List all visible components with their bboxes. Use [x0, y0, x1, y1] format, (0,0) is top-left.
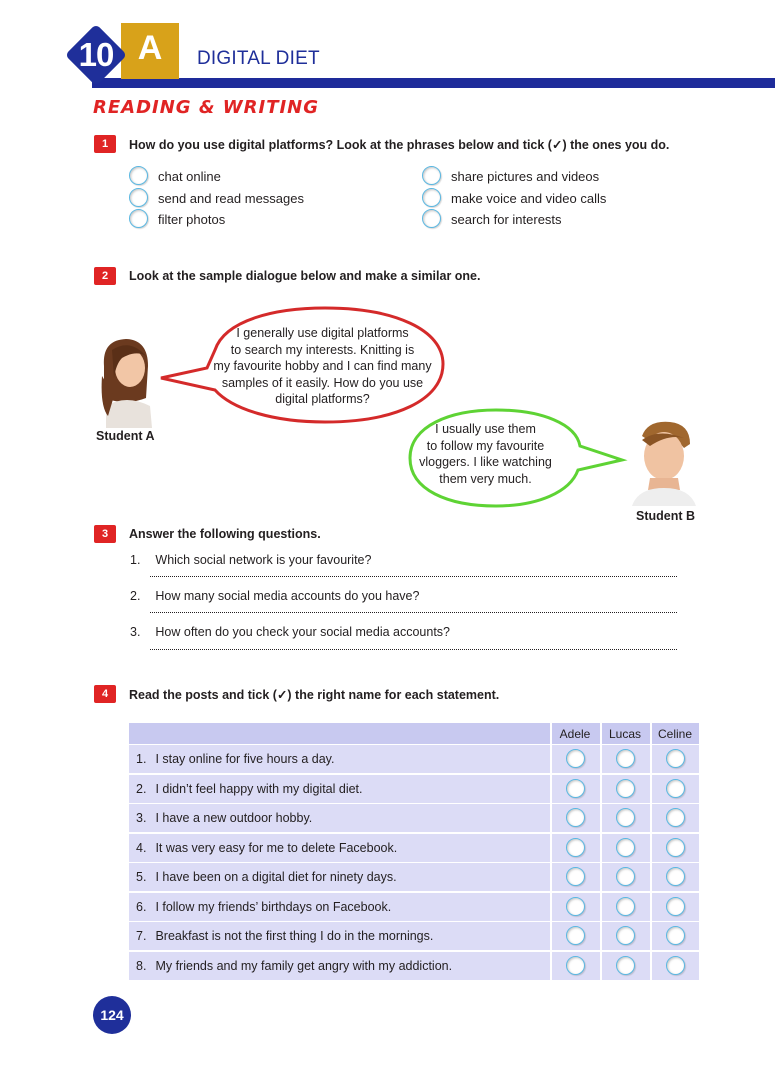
statement-label: I stay online for five hours a day.	[155, 752, 335, 766]
question-3	[130, 625, 450, 639]
statement-label: My friends and my family get angry with my addiction.	[155, 958, 453, 973]
statement-number: 7.	[136, 929, 147, 943]
tick-circle-share-pictures[interactable]	[422, 166, 441, 185]
column-header-lucas: Lucas	[608, 727, 642, 741]
tick-circle-lucas[interactable]	[616, 956, 635, 975]
table-row	[129, 775, 699, 803]
statement-text	[136, 782, 363, 796]
exercise-3-number: 3	[94, 525, 116, 543]
exercise-2-number: 2	[94, 267, 116, 285]
student-b-photo	[628, 418, 700, 506]
exercise-4-instruction: Read the posts and tick (✓) the right name for each statement.	[129, 688, 500, 702]
phrase-left-1: chat online	[158, 169, 221, 184]
tick-circle-adele[interactable]	[566, 749, 585, 768]
question-3-number: 3.	[130, 625, 141, 639]
column-divider	[650, 723, 652, 980]
tick-circle-adele[interactable]	[566, 779, 585, 798]
tick-circle-send-read-messages[interactable]	[129, 188, 148, 207]
tick-circle-celine[interactable]	[666, 956, 685, 975]
statement-number: 4.	[136, 840, 147, 855]
tick-circle-lucas[interactable]	[616, 808, 635, 827]
question-1-text: Which social network is your favourite?	[155, 553, 372, 567]
tick-circle-adele[interactable]	[566, 926, 585, 945]
exercise-1-instruction: How do you use digital platforms? Look at the phrases below and tick (✓) the ones you do.	[129, 138, 670, 152]
student-a-photo	[96, 336, 158, 428]
statement-text	[136, 870, 397, 884]
student-a-line-5: digital platforms?	[275, 392, 370, 406]
column-divider	[550, 723, 552, 980]
phrase-right-1: share pictures and videos	[451, 169, 600, 184]
question-2-number: 2.	[130, 589, 141, 603]
answer-line-2[interactable]	[150, 611, 677, 613]
unit-title: DIGITAL DIET	[197, 48, 320, 69]
table-row	[129, 863, 699, 891]
statement-number: 6.	[136, 899, 147, 914]
phrase-left-2: send and read messages	[158, 191, 304, 206]
statement-text	[136, 959, 452, 973]
student-a-dialogue	[205, 325, 440, 408]
question-2	[130, 589, 419, 603]
question-1-number: 1.	[130, 553, 141, 567]
tick-circle-lucas[interactable]	[616, 779, 635, 798]
tick-circle-celine[interactable]	[666, 779, 685, 798]
unit-number: 10	[78, 36, 114, 73]
page-number: 124	[93, 996, 131, 1034]
tick-circle-celine[interactable]	[666, 926, 685, 945]
statement-number: 8.	[136, 958, 147, 973]
statement-number: 1.	[136, 752, 147, 766]
statement-text	[136, 841, 397, 855]
student-b-dialogue	[408, 421, 563, 487]
exercise-4-number: 4	[94, 685, 116, 703]
tick-circle-lucas[interactable]	[616, 926, 635, 945]
statement-label: Breakfast is not the first thing I do in the mornings.	[155, 929, 434, 943]
tick-circle-celine[interactable]	[666, 897, 685, 916]
tick-circle-adele[interactable]	[566, 808, 585, 827]
tick-circle-adele[interactable]	[566, 838, 585, 857]
tick-circle-adele[interactable]	[566, 897, 585, 916]
phrase-left-3: filter photos	[158, 212, 226, 227]
exercise-2-instruction: Look at the sample dialogue below and make a similar one.	[129, 269, 481, 283]
exercise-3-instruction: Answer the following questions.	[129, 527, 321, 541]
tick-circle-lucas[interactable]	[616, 897, 635, 916]
student-a-line-2: to search my interests. Knitting is	[230, 342, 415, 357]
statement-text	[136, 929, 433, 943]
tick-circle-lucas[interactable]	[616, 867, 635, 886]
table-row	[129, 745, 699, 773]
table-row	[129, 893, 699, 921]
unit-letter: A	[137, 29, 163, 67]
statement-text	[136, 900, 391, 914]
student-b-line-3: vloggers. I like watching	[419, 455, 552, 469]
table-row	[129, 804, 699, 832]
student-a-line-3: my favourite hobby and I can find many	[213, 359, 432, 373]
student-b-label: Student B	[636, 509, 696, 523]
student-b-line-1: I usually use them	[435, 422, 536, 436]
header-bar	[92, 78, 775, 88]
tick-circle-lucas[interactable]	[616, 749, 635, 768]
tick-circle-chat-online[interactable]	[129, 166, 148, 185]
statement-text	[136, 752, 334, 766]
column-header-adele: Adele	[559, 727, 591, 741]
tick-circle-celine[interactable]	[666, 867, 685, 886]
statement-number: 2.	[136, 781, 147, 796]
table-row	[129, 922, 699, 950]
statement-text	[136, 811, 312, 825]
tick-circle-voice-video-calls[interactable]	[422, 188, 441, 207]
question-3-text: How often do you check your social media accounts?	[155, 625, 451, 639]
tick-circle-celine[interactable]	[666, 838, 685, 857]
table-row	[129, 834, 699, 862]
statement-number: 3.	[136, 811, 147, 825]
student-a-label: Student A	[96, 429, 155, 443]
tick-circle-lucas[interactable]	[616, 838, 635, 857]
statement-number: 5.	[136, 870, 147, 884]
tick-circle-adele[interactable]	[566, 867, 585, 886]
student-a-line-4: samples of it easily. How do you use	[221, 375, 424, 390]
tick-circle-search-interests[interactable]	[422, 209, 441, 228]
student-b-line-4: them very much.	[439, 471, 532, 486]
statement-label: I have a new outdoor hobby.	[155, 811, 313, 825]
student-b-line-2: to follow my favourite	[426, 438, 545, 453]
tick-circle-adele[interactable]	[566, 956, 585, 975]
tick-circle-celine[interactable]	[666, 749, 685, 768]
column-divider	[600, 723, 602, 980]
exercise-1-number: 1	[94, 135, 116, 153]
statement-label: It was very easy for me to delete Facebook.	[155, 840, 398, 855]
question-1	[130, 553, 371, 567]
answer-line-1[interactable]	[150, 575, 677, 577]
tick-circle-celine[interactable]	[666, 808, 685, 827]
section-title: READING & WRITING	[93, 97, 320, 118]
statement-label: I didn’t feel happy with my digital diet.	[155, 781, 363, 796]
question-2-text: How many social media accounts do you have?	[155, 589, 420, 603]
answer-line-3[interactable]	[150, 648, 677, 650]
tick-circle-filter-photos[interactable]	[129, 209, 148, 228]
table-row	[129, 952, 699, 980]
phrase-right-2: make voice and video calls	[451, 191, 607, 206]
student-a-line-1: I generally use digital platforms	[236, 326, 409, 340]
column-header-celine: Celine	[657, 727, 693, 741]
statement-label: I have been on a digital diet for ninety days.	[155, 870, 397, 884]
phrase-right-3: search for interests	[451, 212, 562, 227]
statement-label: I follow my friends’ birthdays on Facebook.	[155, 899, 392, 914]
